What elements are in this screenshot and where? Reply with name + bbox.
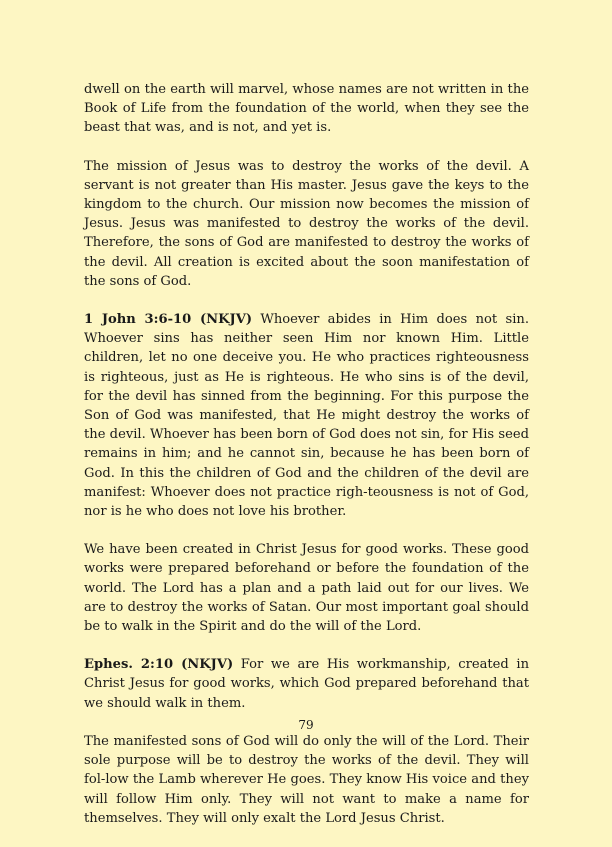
paragraph-2-text: The mission of Jesus was to destroy the works of the devil. A servant is not greater than His master. Jesus gave the keys to the kingdom to the church. Our mission now becomes the mission of Jesus. Jesus was manifested to destroy the works of the devil. Therefore, the sons of God are manifested to destroy the works of the devil. All creation is excited about the soon manifestation of the sons of God. — [84, 158, 529, 289]
paragraph-6-text: The manifested sons of God will do only the will of the Lord. Their sole purpose will be to destroy the works of the devil. They will fol-low the Lamb wherever He goes. They know His voice and they will follow Him only. They will not want to make a name for themselves. They will only exalt the Lord Jesus Christ. — [84, 733, 529, 826]
paragraph-2 — [84, 157, 529, 291]
paragraph-6 — [84, 732, 529, 828]
paragraph-4-text: We have been created in Christ Jesus for good works. These good works were prepared beforehand or before the foundation of the world. The Lord has a plan and a path laid out for our lives. We are to destroy the works of Satan. Our most important goal should be to walk in the Spirit and do the will of the Lord. — [84, 542, 529, 635]
scripture-ephesians-2 — [84, 655, 529, 713]
paragraph-1 — [84, 80, 529, 138]
scripture-reference: 1 John 3:6-10 (NKJV) — [84, 312, 253, 328]
scripture-1-john-3 — [84, 310, 529, 521]
scripture-text: For we are His workmanship, created in Christ Jesus for good works, which God prepared beforehand that we should walk in them. — [84, 657, 530, 711]
paragraph-1-text: dwell on the earth will marvel, whose names are not written in the Book of Life from the foundation of the world, when they see the beast that was, and is not, and yet is. — [84, 82, 529, 136]
scripture-text: Whoever abides in Him does not sin. Whoever sins has neither seen Him nor known Him. Little children, let no one deceive you. He who practices righteousness is righteous, just as He is righteous. He who sins is of the devil, for the devil has sinned from the beginning. For this purpose the Son of God was manifested, that He might destroy the works of the devil. Whoever has been born of God does not sin, for His seed remains in him; and he cannot sin, because he has been born of God. In this the children of God and the children of the devil are manifest: Whoever does not practice righ-teousness is not of God, nor is he who does not love his brother. — [84, 312, 530, 520]
paragraph-4 — [84, 540, 529, 636]
page-number: 79 — [298, 718, 314, 732]
scripture-reference: Ephes. 2:10 (NKJV) — [84, 657, 234, 673]
